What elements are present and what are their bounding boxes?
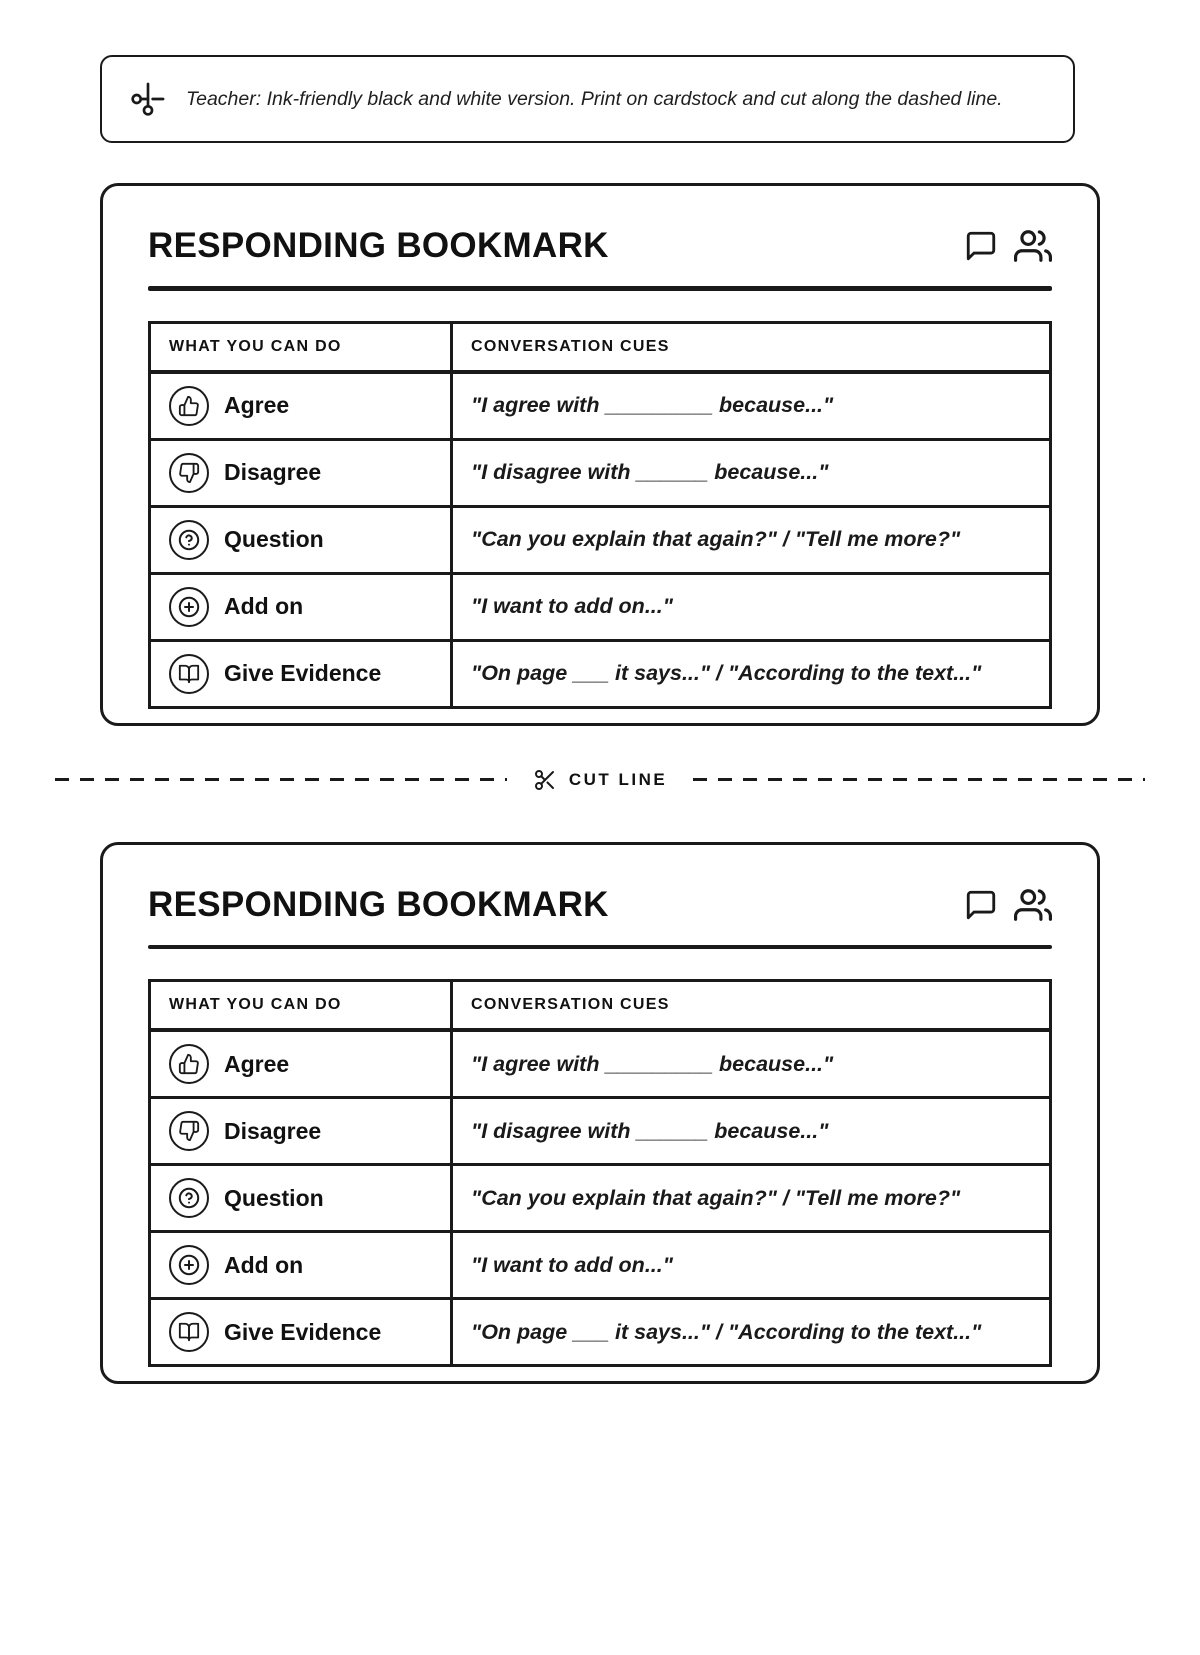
table-row-add-on <box>150 573 1051 640</box>
teacher-note-text: Teacher: Ink-friendly black and white version. Print on cardstock and cut along the dashed line. <box>186 87 1003 110</box>
open-book-icon <box>169 1312 209 1352</box>
cue-cell <box>452 640 1051 707</box>
column-header-cues: CONVERSATION CUES <box>452 981 1051 1031</box>
cue-cell <box>452 1165 1051 1232</box>
cue-table <box>148 979 1052 1367</box>
action-label: Disagree <box>224 1117 322 1144</box>
action-cell <box>150 1299 452 1366</box>
cue-text: "I disagree with ______ because..." <box>471 1118 829 1143</box>
cue-text: "I agree with _________ because..." <box>471 1051 834 1076</box>
action-cell <box>150 640 452 707</box>
action-label: Agree <box>224 392 290 418</box>
action-cell <box>150 506 452 573</box>
thumbs-down-icon <box>169 1111 209 1151</box>
action-cell <box>150 439 452 506</box>
action-label: Give Evidence <box>224 1318 382 1345</box>
cue-cell <box>452 1232 1051 1299</box>
cut-line <box>55 768 1145 792</box>
question-icon <box>169 1178 209 1218</box>
cue-cell <box>452 372 1051 440</box>
speech-bubble-icon <box>964 888 998 922</box>
action-label: Add on <box>224 593 304 619</box>
card-title: RESPONDING BOOKMARK <box>148 226 609 265</box>
open-book-icon <box>169 654 209 694</box>
action-cell <box>150 1232 452 1299</box>
action-label: Disagree <box>224 459 322 485</box>
cue-cell <box>452 439 1051 506</box>
table-row-question <box>150 506 1051 573</box>
cue-text: "Can you explain that again?" / "Tell me more?" <box>471 527 961 552</box>
question-icon <box>169 520 209 560</box>
teacher-note <box>100 55 1075 143</box>
action-label: Add on <box>224 1251 304 1278</box>
cue-text: "I agree with _________ because..." <box>471 393 834 418</box>
dashed-line-right <box>693 778 1145 782</box>
column-header-cues: CONVERSATION CUES <box>452 322 1051 372</box>
cue-cell <box>452 573 1051 640</box>
column-header-actions: WHAT YOU CAN DO <box>150 981 452 1031</box>
users-icon <box>1014 227 1052 265</box>
card-header <box>148 885 1052 925</box>
header-icons <box>964 227 1052 265</box>
cue-text: "I want to add on..." <box>471 594 673 619</box>
thumbs-up-icon <box>169 386 209 426</box>
cut-line-label: CUT LINE <box>568 769 668 789</box>
column-header-actions: WHAT YOU CAN DO <box>150 322 452 372</box>
cue-text: "Can you explain that again?" / "Tell me more?" <box>471 1185 961 1210</box>
action-cell <box>150 573 452 640</box>
scissors-icon <box>533 768 557 792</box>
card-title: RESPONDING BOOKMARK <box>148 884 609 924</box>
dashed-line-left <box>55 778 507 782</box>
table-row-add-on <box>150 1232 1051 1299</box>
speech-bubble-icon <box>964 229 998 263</box>
cue-text: "On page ___ it says..." / "According to the text..." <box>471 661 982 686</box>
table-header-row <box>150 322 1051 372</box>
action-cell <box>150 1098 452 1165</box>
plus-circle-icon <box>169 587 209 627</box>
action-cell <box>150 1030 452 1098</box>
thumbs-down-icon <box>169 453 209 493</box>
cue-text: "On page ___ it says..." / "According to the text..." <box>471 1319 982 1344</box>
table-row-agree <box>150 1030 1051 1098</box>
cue-cell <box>452 1299 1051 1366</box>
cue-cell <box>452 1098 1051 1165</box>
thumbs-up-icon <box>169 1044 209 1084</box>
title-divider <box>148 286 1052 291</box>
table-row-disagree <box>150 439 1051 506</box>
table-row-give-evidence <box>150 640 1051 707</box>
scissors-icon <box>125 76 170 121</box>
action-cell <box>150 372 452 440</box>
table-row-give-evidence <box>150 1299 1051 1366</box>
bookmark-card-2 <box>100 842 1100 1385</box>
table-row-agree <box>150 372 1051 440</box>
cue-table <box>148 321 1052 709</box>
action-label: Agree <box>224 1050 290 1077</box>
users-icon <box>1014 886 1052 924</box>
cue-cell <box>452 1030 1051 1098</box>
action-label: Question <box>224 526 324 552</box>
card-header <box>148 226 1052 266</box>
action-label: Question <box>224 1184 324 1211</box>
table-header-row <box>150 981 1051 1031</box>
cue-cell <box>452 506 1051 573</box>
title-divider <box>148 945 1052 950</box>
header-icons <box>964 886 1052 924</box>
plus-circle-icon <box>169 1245 209 1285</box>
table-row-disagree <box>150 1098 1051 1165</box>
bookmark-card-1 <box>100 183 1100 726</box>
cue-text: "I want to add on..." <box>471 1252 673 1277</box>
action-cell <box>150 1165 452 1232</box>
table-row-question <box>150 1165 1051 1232</box>
action-label: Give Evidence <box>224 660 382 686</box>
cue-text: "I disagree with ______ because..." <box>471 460 829 485</box>
cut-line-label-group <box>507 768 693 792</box>
